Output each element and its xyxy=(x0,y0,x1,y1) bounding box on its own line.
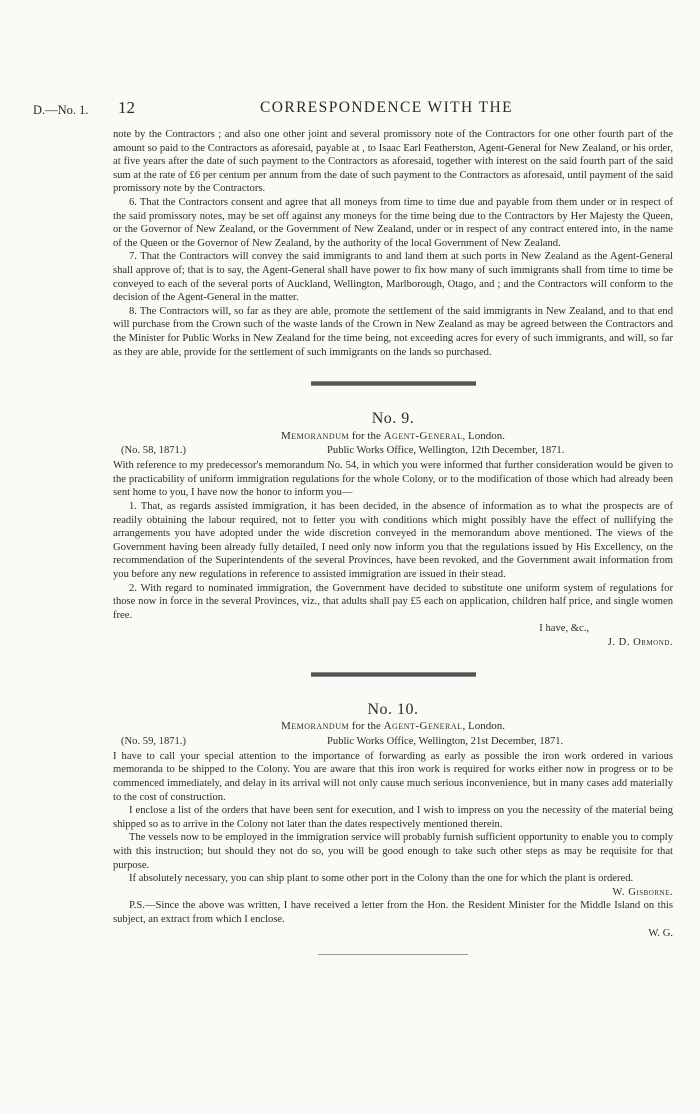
paragraph: 2. With regard to nominated immigration, the Government have decided to substitute one uniform system of regulations for those now in force in the several Provinces, viz., that adults shall pay £5 each on application, children half price, and single women free. xyxy=(113,582,673,621)
office-date: Public Works Office, Wellington, 12th December, 1871. xyxy=(327,445,565,457)
memo-number: (No. 58, 1871.) xyxy=(121,445,187,457)
section-divider xyxy=(311,381,476,386)
clause-7: 7. That the Contractors will convey the said immigrants to and land them at such ports in New Zealand as the Agent-General shall approve of; that is to say, the Agent-General shall have power to fix how many of such immigrants shall from time to time be conveyed to each of the several ports of Auckland, Wellington, Marlborough, Otago, and ; and the Contractors will conform to the decision of the Agent-General in the matter. xyxy=(113,251,673,304)
clause-6: 6. That the Contractors consent and agree that all moneys from time to time due and payable from them under or in respect of the said promissory notes, may be set off against any moneys for the time being due to the Contractors by Her Majesty the Queen, or the Governor of New Zealand, or the Government of New Zealand, under or in respect of any contract entered into, in the name of the Queen or the Governor of New Zealand, by the authority of the local Government of New Zealand. xyxy=(113,196,673,249)
paragraph: I enclose a list of the orders that have been sent for execution, and I wish to impress on you the necessity of the material being shipped so as to arrive in the Colony not later than the dates respectively mentioned therein. xyxy=(113,805,673,830)
document-body xyxy=(113,128,673,955)
paragraph: With reference to my predecessor's memorandum No. 54, in which you were informed that further consideration would be given to the practicability of uniform immigration regulations for the whole Colony, or to the modification of those which had already been sent home to you, I have now the honor to inform you— xyxy=(113,460,673,499)
reference-line xyxy=(113,735,673,750)
clause-8: 8. The Contractors will, so far as they are able, promote the settlement of the said immigrants in New Zealand, and to that end will purchase from the Crown such of the waste lands of the Crown in New Zealand as may be agreed between the Contractors and the Minister for Public Works in New Zealand for the time being, not exceeding acres for every of such immigrants, and will, so far as they are able, provide for the settlement of such immigrants on the lands so purchased. xyxy=(113,305,673,358)
end-divider xyxy=(318,954,468,955)
page-number: 12 xyxy=(118,98,135,117)
memorandum-title: Memorandum for the Agent-General, London. xyxy=(280,720,506,733)
section-divider xyxy=(311,672,476,677)
paragraph: note by the Contractors ; and also one other joint and several promissory note of the Contractors for one other fourth part of the amount so paid to the Contractors as aforesaid, payable at , to Isaac Earl Featherston, Agent-General for New Zealand, or his order, at five years after the date of such payment to the Contractors as aforesaid, together with interest on the said fourth part of the said sum at the rate of £6 per centum per annum from the date of such payment to the Contractors as aforesaid, until payment of the said promissory note by the Contractors. xyxy=(113,129,673,195)
reference-line xyxy=(113,444,673,459)
paragraph: 1. That, as regards assisted immigration, it has been decided, in the absence of information as to what the prospects are of readily obtaining the labour required, not to fetter you with conditions which might possibly have the effect of nullifying the arrangements you have adopted under the wide discretion conveyed in the memorandum above mentioned. The views of the Government having been already fully detailed, I need only now inform you that the regulations issued by His Excellency, on the recommendation of the Superintendents of the several Provinces, have been revoked, and the Government await information from you before any new regulations in reference to assisted immigration are issued in their stead. xyxy=(113,501,673,581)
page-header xyxy=(0,97,700,127)
section-heading-no-9: No. 9. xyxy=(371,410,415,428)
signature: J. D. Ormond. xyxy=(607,637,673,648)
paragraph: The vessels now to be employed in the immigration service will probably furnish sufficient opportunity to enable you to comply with this instruction; but should they not do so, you will be good enough to take such other steps as may be requisite for that purpose. xyxy=(113,832,673,871)
postscript-signature: W. G. xyxy=(648,927,673,939)
paragraph: I have to call your special attention to the importance of forwarding as early as possible the iron work ordered in various memoranda to be shipped to the Colony. You are aware that this iron work is required for works either now in progress or to be commenced immediately, and delay in its arrival will not only cause much serious inconvenience, but in many cases add materially to the cost of construction. xyxy=(113,750,673,803)
office-date: Public Works Office, Wellington, 21st December, 1871. xyxy=(327,735,564,747)
closing: I have, &c., xyxy=(539,623,589,635)
memo-number: (No. 59, 1871.) xyxy=(121,735,187,747)
document-reference: D.—No. 1. xyxy=(33,103,89,117)
section-heading-no-10: No. 10. xyxy=(367,700,419,718)
memorandum-title: Memorandum for the Agent-General, London. xyxy=(280,429,506,442)
postscript: P.S.—Since the above was written, I have received a letter from the Hon. the Resident Minister for the Middle Island on this subject, an extract from which I enclose. xyxy=(113,900,673,925)
paragraph: If absolutely necessary, you can ship plant to some other port in the Colony than the one for which the plant is ordered. xyxy=(129,873,634,885)
signature: W. Gisborne. xyxy=(612,886,673,898)
running-title: CORRESPONDENCE WITH THE xyxy=(260,99,513,116)
